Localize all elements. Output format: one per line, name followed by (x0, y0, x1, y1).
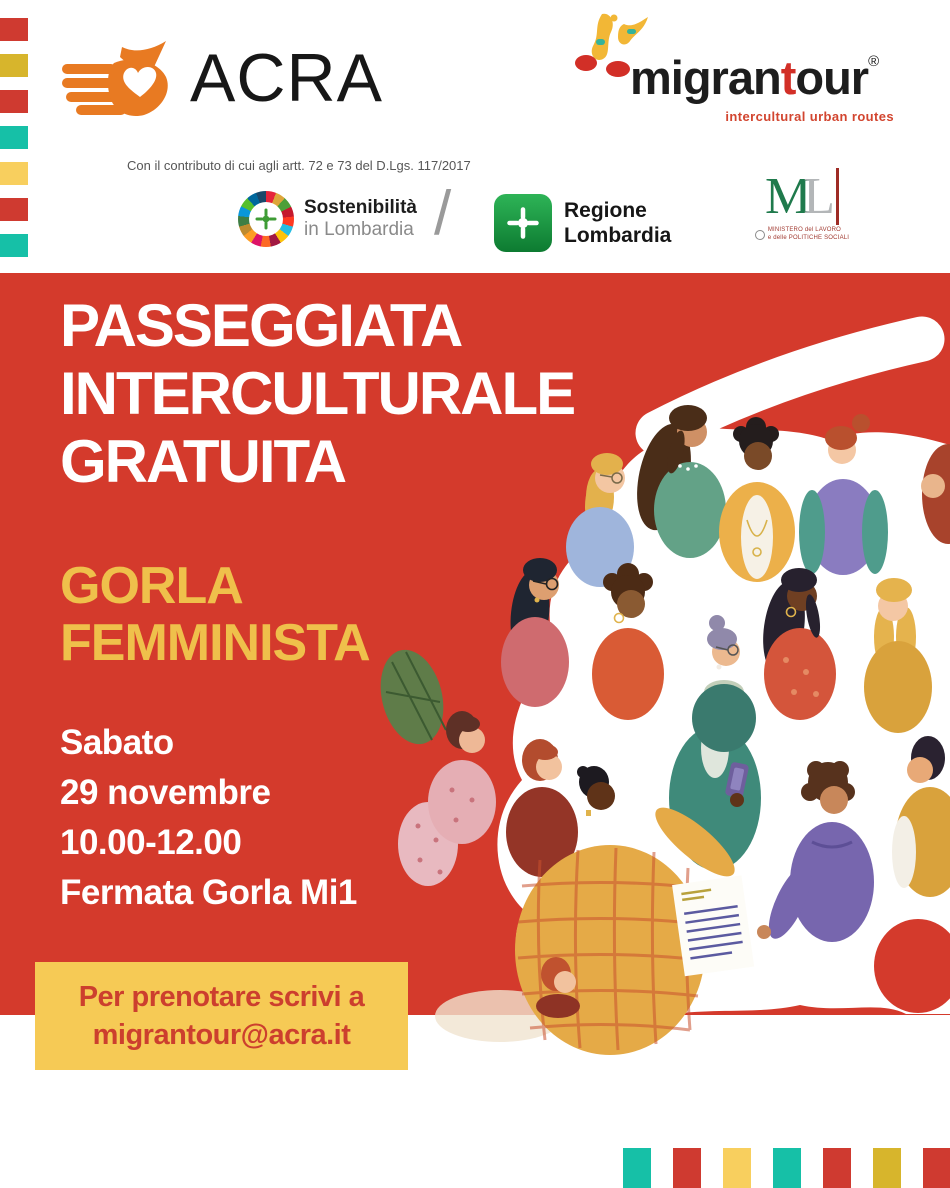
ministero-caption-line2: e delle POLITICHE SOCIALI (767, 234, 850, 241)
bottom-edge-color-bars (623, 1148, 950, 1188)
migrantour-word-part2: our (795, 51, 869, 104)
rosa-camuna-green-icon (254, 207, 278, 231)
event-title (60, 292, 574, 496)
subtitle-line-1: GORLA (60, 557, 243, 615)
ministero-emblem-icon (755, 230, 765, 240)
ministero-caption (740, 227, 864, 242)
sdg-color-wheel-icon (238, 191, 294, 247)
detail-day: Sabato (60, 723, 174, 762)
divider-slash: / (434, 179, 452, 248)
ministero-lavoro-logo (740, 168, 864, 242)
ml-monogram-l: L (803, 168, 839, 225)
decor-bar (723, 1148, 751, 1188)
decor-bar (0, 90, 28, 113)
event-subtitle (60, 558, 370, 672)
contribution-note: Con il contributo di cui agli artt. 72 e 73 del D.Lgs. 117/2017 (127, 158, 471, 173)
decor-bar (673, 1148, 701, 1188)
decor-bar (0, 126, 28, 149)
migrantour-word-red-t: t (780, 51, 796, 104)
ministero-caption-line1: MINISTERO del LAVORO (767, 227, 842, 233)
decor-bar (0, 198, 28, 221)
sostenibilita-line1: Sostenibilità (304, 197, 417, 218)
title-line-2: INTERCULTURALE (60, 360, 575, 427)
title-line-3: GRATUITA (60, 428, 346, 495)
decor-bar (823, 1148, 851, 1188)
sostenibilita-line2: in Lombardia (304, 219, 414, 240)
regione-lombardia-icon (494, 194, 552, 252)
decor-bar (923, 1148, 950, 1188)
registered-mark: ® (868, 53, 880, 70)
migrantour-wordmark (630, 52, 879, 104)
decor-bar (0, 162, 28, 185)
regione-lombardia-logo (494, 194, 671, 252)
regione-line2: Lombardia (564, 224, 672, 247)
detail-location: Fermata Gorla Mi1 (60, 873, 357, 912)
decor-bar (0, 234, 28, 257)
cta-text-line: Per prenotare scrivi a (78, 981, 365, 1013)
migrantour-tagline: intercultural urban routes (725, 109, 894, 124)
migrantour-word-part1: migran (630, 51, 781, 104)
decor-bar (873, 1148, 901, 1188)
detail-date: 29 novembre (60, 773, 271, 812)
regione-line1: Regione (564, 199, 647, 222)
left-edge-color-bars (0, 0, 30, 270)
decor-bar (0, 18, 28, 41)
acra-wordmark: ACRA (190, 40, 383, 116)
acra-hand-heart-icon (62, 37, 180, 119)
acra-logo (62, 36, 383, 120)
rosa-camuna-white-icon (505, 205, 541, 241)
decor-bar (0, 54, 28, 77)
decor-bar (623, 1148, 651, 1188)
decor-bar (773, 1148, 801, 1188)
migrantour-logo (572, 8, 902, 133)
sostenibilita-lombardia-logo (238, 191, 417, 247)
title-line-1: PASSEGGIATA (60, 292, 462, 359)
ml-monogram-m: M (764, 168, 812, 225)
event-details (60, 718, 357, 918)
booking-cta-box (35, 962, 408, 1070)
subtitle-line-2: FEMMINISTA (60, 614, 370, 672)
ministero-monogram (740, 168, 864, 226)
cta-email: migrantour@acra.it (92, 1019, 351, 1051)
detail-time: 10.00-12.00 (60, 823, 242, 862)
